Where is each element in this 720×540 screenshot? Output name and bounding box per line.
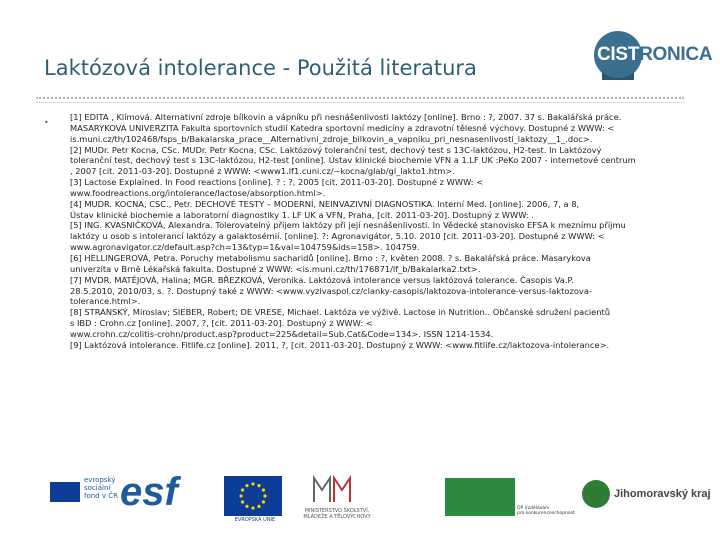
logo-text: CISTRONICA [597, 44, 713, 65]
reference-line: , 2007 [cit. 2011-03-20]. Dostupné z WWW: <www1.lf1.cuni.cz/~kocna/glab/gl_lakto1.htm>. [70, 166, 455, 177]
reference-line: toleranční test, dechový test s 13C-laktózou, H2-test [online]. Ústav klinické biochemie VFN a 1.LF UK :PeKo 2007 - internetové centrum [70, 155, 636, 166]
reference-link[interactable]: www.agronavigator.cz/default.asp?ch=13&typ=1&val=104759&ids=158>. 104759. [70, 242, 420, 253]
eu-caption: EVROPSKÁ UNIE [234, 517, 276, 523]
jmk-caption: Jihomoravský kraj [614, 488, 711, 500]
reference-line: 28.5.2010, 2010/03, s. ?. Dostupný také z WWW: <www.vyzivaspol.cz/clanky-casopis/laktozova-intolerance-versus-laktozova- [70, 285, 592, 296]
footer-logos [0, 470, 720, 532]
reference-link[interactable]: tolerance.html>. [70, 296, 141, 307]
reference-line: [6] HELLINGEROVÁ, Petra. Poruchy metabolismu sacharidů [online]. Brno : ?, květen 2008. ? s. Bakalářská práce. Masarykova [70, 252, 591, 263]
msmt-logo-icon [312, 474, 352, 504]
reference-line: s IBD : Crohn.cz [online]. 2007, ?, [cit. 2011-03-20]. Dostupný z WWW: < [70, 318, 373, 329]
reference-line: [7] MVDR. MATĚJOVÁ, Halina; MGR. BŘEZKOVÁ, Veronika. Laktózová intolerance versus laktózová tolerance. Časopis Va.P. [70, 274, 574, 285]
esf-logo: esf [120, 470, 178, 514]
reference-line: [3] Lactose Explained. In Food reactions [online]. ? : ?, 2005 [cit. 2011-03-20]. Dostupné z WWW: < [70, 177, 484, 188]
op-logo [445, 478, 515, 516]
esf-flag-icon [50, 482, 80, 502]
reference-link[interactable]: is.muni.cz/th/102468/fsps_b/Bakalarska_prace__Alternativni_zdroje_bilkovin_a_vapniku_pri_nesnasenlivosti_laktozy__1_.doc>. [70, 133, 593, 144]
op-caption: OP Vzdělávání pro konkurenceschopnost [517, 506, 575, 516]
reference-line: [5] ING. KVASNIČKOVÁ, Alexandra. Tolerovatelný příjem laktózy při její nesnášenlivosti. In Vědecké stanovisko EFSA k meznímu příjmu [70, 220, 626, 231]
references-body [70, 112, 680, 351]
reference-line: univerzita v Brně Lékařská fakulta. Dostupné z WWW: <is.muni.cz/th/176871/lf_b/Bakalarka2.txt>. [70, 263, 481, 274]
reference-line: [1] EDITA , Klímová. Alternativní zdroje bílkovin a vápníku při nesnášenlivosti laktózy [online]. Brno : ?, 2007. 37 s. Bakalářská práce. [70, 112, 622, 122]
reference-line: [8] STRANSKÝ, Miroslav; SIEBER, Robert; DE VRESE, Michael. Laktóza ve výživě. Lactose in Nutrition.. Občanské sdružení pacientů [70, 307, 610, 318]
jmk-emblem-icon [582, 480, 610, 508]
eu-flag-icon [224, 476, 282, 516]
reference-line: laktózy u osob s intolerancí laktózy a galaktosémií. [online]. ?: Agronavigátor, 5.10. 2010 [cit. 2011-03-20]. Dostupné z WWW: < [70, 231, 605, 242]
reference-line: [4] MUDR. KOCNA, CSC., Petr. DECHOVÉ TESTY – MODERNÍ, NEINVAZIVNÍ DIAGNOSTIKA. Interní Med. [online]. 2006, 7, a 8, [70, 198, 580, 209]
msmt-caption: MINISTERSTVO ŠKOLSTVÍ, MLÁDEŽE A TĚLOVÝCHOVY [303, 508, 371, 520]
list-bullet: • [44, 118, 49, 127]
reference-line: Ústav klinické biochemie a laboratorní diagnostiky 1. LF UK a VFN, Praha, [cit. 2011-03-20]. Dostupný z WWW: . [70, 209, 534, 220]
reference-link[interactable]: www.crohn.cz/colitis-crohn/product.asp?product=225&detail=Sub.Cat&Code=134>. ISSN 1214-1534. [70, 328, 494, 339]
reference-link[interactable]: www.foodreactions.org/intolerance/lactose/absorption.html>. [70, 187, 326, 198]
slide-title: Laktózová intolerance - Použitá literatura [44, 56, 477, 80]
title-separator [36, 97, 684, 99]
reference-line: [2] MUDr. Petr Kocna, CSc. MUDr. Petr Kocna, CSc. Laktózový toleranční test, dechový test s 13C-laktózou, H2-test. In Laktózový [70, 144, 602, 155]
title-separator-secondary [36, 102, 684, 103]
reference-line: MASARYKOVA UNIVERZITA Fakulta sportovních studií Katedra sportovní medicíny a zdravotní tělesné výchovy. Dostupné z WWW: < [70, 122, 615, 133]
reference-line: [9] Laktózová intolerance. Fitlife.cz [online]. 2011, ?, [cit. 2011-03-20]. Dostupný z WWW: <www.fitlife.cz/laktozova-intolerance>. [70, 339, 610, 350]
cistronica-logo [593, 30, 715, 80]
esf-caption: evropský sociální fond v ČR [84, 476, 118, 500]
